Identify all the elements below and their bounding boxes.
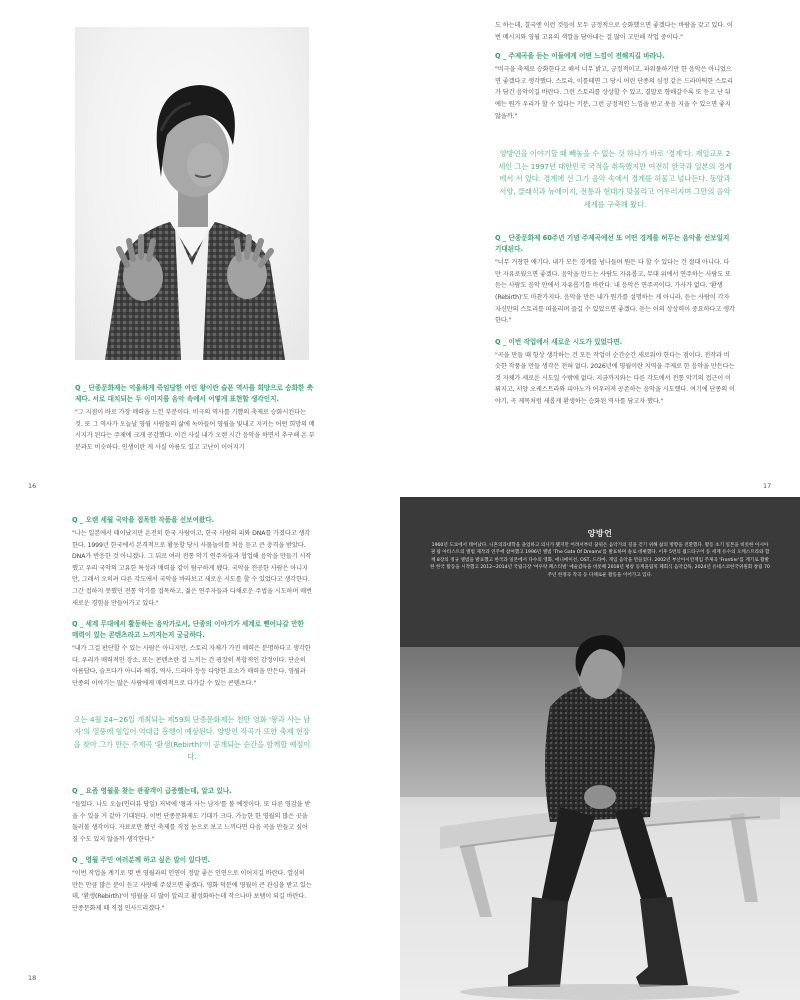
question-heading: Q _ 주제곡을 듣는 이들에게 어떤 느낌이 전해지길 바라나. <box>495 52 665 61</box>
question-heading: Q _ 세계 무대에서 활동하는 음악가로서, 단종의 이야기가 세계로 뻗어나갈 만한 매력이 있는 콘텐츠라고 느끼지는지 궁금하다. <box>72 620 304 640</box>
page-number-16: 16 <box>28 482 37 490</box>
question-heading: Q _ 단종문화제는 억울하게 죽임당한 어린 왕이란 슬픈 역사를 희망으로 승화한 축제다. 서로 대치되는 두 이미지를 음악 속에서 어떻게 표현할 생각인지. <box>75 384 313 403</box>
bio-box <box>430 528 770 579</box>
answer-text: "그 지점이 바로 가장 매력을 느낀 부분이다. 비극의 역사를 기쁨의 축제로 승화시킨다는 것. 또 그 역사가 오늘날 영월 사람들의 삶에 녹아들어 영월을 빛내고 지키는 어떤 희망의 메시지가 된다는 주제에 크게 공감했다. 이건 사실 내가 오랜 시간 음악을 하면서 추구해 온 부분과도 비슷하다. 인생이란 게 사실 아름도 있고 고난이 이어지기 <box>75 409 315 451</box>
page-number-17: 17 <box>763 482 772 490</box>
pull-quote: 오는 4월 24~26일 개최되는 제59회 단종문화제는 천만 영화 '왕과 사는 남자'의 열풍에 힘입어 역대급 흥행이 예상된다. 양방언 작곡가 또한 축제 현장을 찾아 그가 만든 주제곡 '환생(Rebirth)'이 공개되는 순간을 함께할 예정이다. <box>73 714 311 762</box>
answer-text: "너무 거창한 얘기다. 내가 모든 경계를 넘나들며 뭔든 다 할 수 있다는 건 절대 아니다. 다만 자유로웠으면 좋겠다. 음악을 만드는 사람도 자유롭고, 무대 위에서 연주하는 사람도 또 듣는 사람도 음악 안에서 자유롭기를 바란다. 내 음악은 연주곡이다. 가사가 없다. '환생(Rebirth)'도 마찬가지다. 음악을 만든 내가 뭔가를 설명하는 게 아니라, 듣는 사람이 각자 자신만의 스토리를 떠올리며 즐길 수 있었으면 좋겠다. 듣는 이의 상상력이 중요하다고 생각한다." <box>495 259 735 325</box>
answer-text: "내가 그걸 판단할 수 있는 사람은 아니지만, 스토리 자체가 가진 매력은 분명하다고 생각한다. 우리가 매력적인 장소, 또는 콘텐츠란 걸 느끼는 건 굉장히 복합적인 감정이다. 단순히 아름답다, 슬프다가 아니라 배경, 역사, 드라마 등등 다양한 요소가 매력을 만든다. 영월과 단종의 이야기는 많은 사람에게 매력적으로 다가갈 수 있는 콘텐츠다." <box>72 645 311 687</box>
answer-text: "곡을 만들 때 항상 생각하는 건 모든 작업이 순간순간 새로워야 한다는 점이다. 전작과 비슷한 작품을 만들 생각은 전혀 없다. 2026년에 영월이란 지역을 주제로 한 음악을 만든다는 것 자체가 새로운 시도일 수밖에 없다. 지금까지와는 다른 각도에서 전통 악기의 접근이 이뤄지고, 서양 오케스트라와 피아노가 어우러져 공존하는 음악을 시도했다. 여기에 단종의 이야기, 곡 제목처럼 새롭게 환생하는 승화된 역사를 담고자 했다." <box>495 351 735 406</box>
answer-text: "들었다. 나도 오늘(인터뷰 당일) 저녁에 '왕과 사는 남자'를 볼 예정이다. 또 다른 영감을 받을 수 있을 거 같아 기대된다. 이번 단종문화제도 기대가 크다. 가능한 한 영월의 많은 곳을 둘러볼 생각이다. 자료로만 봤던 축제를 직접 눈으로 보고 느끼다면 다음 곡을 만들고 싶어질 수도 있지 않을까 생각한다." <box>72 800 311 843</box>
answer-text: "이번 작업을 계기로 몇 번 영월과의 인연이 정말 좋은 인연으로 이어지길 바란다. 열심히 만든 만큼 많은 분이 듣고 사랑해 주셨으면 좋겠다. 영화 덕분에 영월이 큰 관심을 받고 있는데, '환생(Rebirth)'이 영월을 더 많이 알리고 활성화하는데 작으나마 보탬이 되길 바란다. 단종문화제 때 직접 인사드리겠다." <box>72 870 312 913</box>
pull-quote: 양방언을 이야기할 때 빼놓을 수 없는 것 하나가 바로 '경계'다. 재일교포 2세인 그는 1997년 대한민국 국적을 취득했지만 여전히 한국과 일본의 경계에서 서 있다. 경계에 선 그가 음악 속에서 경계를 허물고 넘나든다. 동양과 서양, 클래식과 뉴에이지, 전통과 현대가 맞물리고 어우러지며 그만의 음악 세계를 구축해 왔다. <box>498 149 732 209</box>
portrait-illustration <box>75 27 309 360</box>
question-heading: Q _ 단종문화제 60주년 기념 주제곡에선 또 어떤 경계를 허무는 음악을 선보일지 기대된다. <box>495 234 730 254</box>
portrait-photo-gesturing <box>75 27 309 360</box>
bio-text: 1960년 도쿄에서 태어났다. 니혼의과대학을 졸업하고 의사가 됐지만 어려서부터 꿈꿔온 음악가의 길을 걷기 위해 삶의 방향을 전환했다. 활동 초기 일본을 비롯한 아시아권 팝 아티스트의 앨범 제작과 연주에 참여했고 1996년 앨범 'The Gate Of Dreams'를 발표하며 솔로 데뷔했다. 이후 5번의 월드타구어 등 세계 유수의 오케스트라와 함께 8장의 정규 앨범을 발표했고 한국과 일본에서 다수의 영화, 애니메이션, OST, 드라마, 게임 음악을 만들었다. 2002년 부산아시안게임 주제곡 'Frontier'를 계기로 활발한 한국 활동을 시작했고 2012~2014년 국립극장 '여우락 페스티벌' 예술감독을 비롯해 2018년 평창 동계올림픽 폐회식 음악감독, 2024년 유네스코한국위원회 창립 70주년 한정곡 작곡 등 다채로운 활동을 이어가고 있다. <box>430 543 770 578</box>
page-number-18: 18 <box>28 974 37 982</box>
left-bottom-column <box>72 515 312 915</box>
question-heading: Q _ 요즘 영월을 찾는 관광객이 급증했는데, 알고 있나. <box>72 786 232 795</box>
answer-text: "비극을 축제로 승화한다고 해서 너무 밝고, 긍정적이고, 파워풀하기만 한 음악은 아니었으면 좋겠다고 생각했다. 스토리, 이를테면 그 당시 어린 단종의 심정 같은 드라마틱한 스토리가 담긴 음악이길 바란다. 그런 스토리를 상상할 수 있고, 결말로 향해갈수록 또 듣고 난 뒤에는 뭔가 우리가 할 수 있다는 기분, 그런 긍정적인 느낌을 받고 웃음 지을 수 있으면 좋지 않을까." <box>495 66 733 120</box>
left-top-qa <box>75 383 315 453</box>
question-heading: Q _ 이번 작업에서 새로운 시도가 있었다면. <box>495 337 623 346</box>
bio-name: 양방언 <box>587 529 613 538</box>
answer-text: "나는 일본에서 태어났지만 온전히 한국 사람이고, 한국 사람의 피와 DNA를 가졌다고 생각한다. 1999년 한국에서 본격적으로 활동할 당시 사물놀이를 처음 듣고 큰 충격을 받았다. DNA가 반응한 것 아니겠나. 그 뒤로 여러 전통 악기 연주자들과 협업해 음악을 만들기 시작했고 우리 국악의 고유한 특성과 매력을 같이 탐구하게 됐다. 국악을 전공한 사람은 아니지만, 그래서 오히려 다른 각도에서 국악을 바라보고 새로운 시도를 할 수 있었다고 생각한다. 그간 접하지 못했던 전통 악기를 접목하고, 젊은 연주자들과 다채로운 주법을 시도하며 매번 새로운 경험을 만들어가고 있다." <box>72 530 312 607</box>
question-heading: Q _ 영월 주민 여러분께 하고 싶은 말이 있다면. <box>72 856 211 865</box>
question-heading: Q _ 오랜 세월 국악을 접목한 작품을 선보여왔다. <box>72 516 215 524</box>
intro-text: 도 하는데, 결국엔 이런 것들이 모두 긍정적으로 승화했으면 좋겠다는 바람을 갖고 있다. 이번 메시지와 영월 고유의 색깔을 담아내는 걸 많이 고민해 작업 중이다." <box>495 22 733 41</box>
right-top-column <box>495 20 735 408</box>
